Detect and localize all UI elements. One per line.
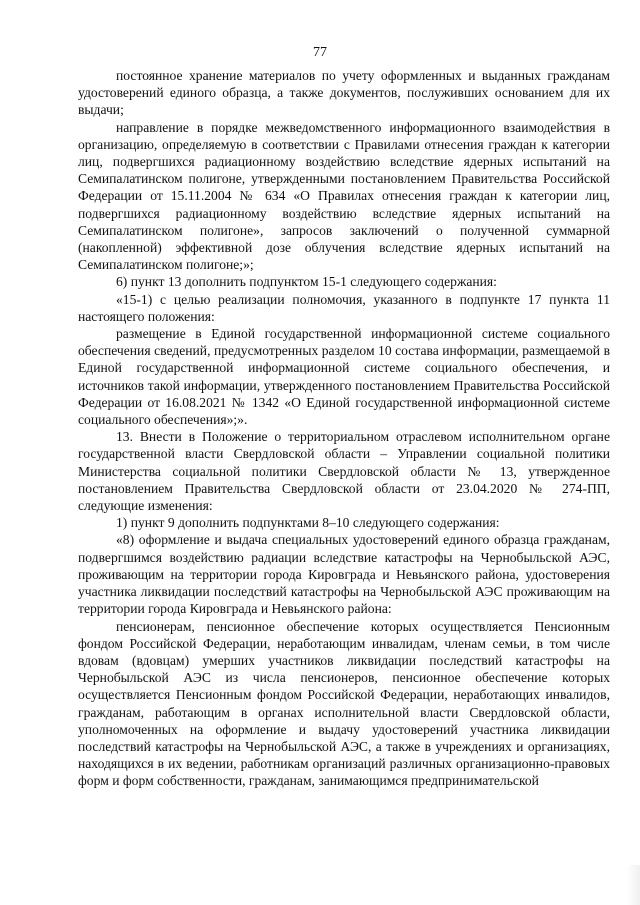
document-body xyxy=(78,67,610,790)
paragraph: постоянное хранение материалов по учету оформленных и выданных гражданам удостоверений единого образца, а также документов, послуживших основанием для их выдачи; xyxy=(78,68,610,118)
paragraph: 6) пункт 13 дополнить подпунктом 15-1 следующего содержания: xyxy=(116,274,497,290)
paragraph: направление в порядке межведомственного информационного взаимодействия в организацию, определяемую в соответствии с Правилами отнесения граждан к категории лиц, подвергшихся радиационному воздействию вследствие ядерных испытаний на Семипалатинском полигоне, утвержденными постановлением Правительства Российской Федерации от 15.11.2004 № 634 «О Правилах отнесения граждан к категории лиц, подвергшихся радиационному воздействию вследствие ядерных испытаний на Семипалатинском полигоне», запросов заключений о полученной суммарной (накопленной) эффективной дозе облучения вследствие ядерных испытаний на Семипалатинском полигоне;»; xyxy=(78,119,610,273)
paragraph: «8) оформление и выдача специальных удостоверений единого образца гражданам, подвергшимся воздействию радиации вследствие катастрофы на Чернобыльской АЭС, проживающим на территории города Кировграда и Невьянского района, удостоверения участника ликвидации последствий катастрофы на Чернобыльской АЭС проживающим на территории города Кировграда и Невьянского района: xyxy=(78,532,610,617)
paragraph: пенсионерам, пенсионное обеспечение которых осуществляется Пенсионным фондом Российской Федерации, неработающим инвалидам, членам семьи, в том числе вдовам (вдовцам) умерших участников ликвидации последствий катастрофы на Чернобыльской АЭС из числа пенсионеров, пенсионное обеспечение которых осуществляется Пенсионным фондом Российской Федерации, неработающих инвалидов, гражданам, работающим в органах исполнительной власти Свердловской области, уполномоченных на оформление и выдачу удостоверений участника ликвидации последствий катастрофы на Чернобыльской АЭС, а также в учреждениях и организациях, находящихся в их ведении, работникам организаций различных организационно-правовых форм и форм собственности, гражданам, занимающимся предпринимательской xyxy=(78,618,610,789)
paragraph: 1) пункт 9 дополнить подпунктами 8–10 следующего содержания: xyxy=(116,515,500,531)
paragraph: размещение в Единой государственной информационной системе социального обеспечения сведений, предусмотренных разделом 10 состава информации, размещаемой в Единой государственной информационной системе социального обеспечения, и источников такой информации, утвержденного постановлением Правительства Российской Федерации от 16.08.2021 № 1342 «О Единой государственной информационной системе социального обеспечения»;». xyxy=(78,326,610,428)
paragraph: 13. Внести в Положение о территориальном отраслевом исполнительном органе государственной власти Свердловской области – Управлении социальной политики Министерства социальной политики Свердловской области № 13, утвержденное постановлением Правительства Свердловской области от 23.04.2020 № 274-ПП, следующие изменения: xyxy=(78,429,610,514)
paragraph: «15-1) с целью реализации полномочия, указанного в подпункте 17 пункта 11 настоящего положения: xyxy=(78,291,610,324)
page-number: 77 xyxy=(313,45,327,60)
scan-edge-shadow xyxy=(626,865,640,905)
